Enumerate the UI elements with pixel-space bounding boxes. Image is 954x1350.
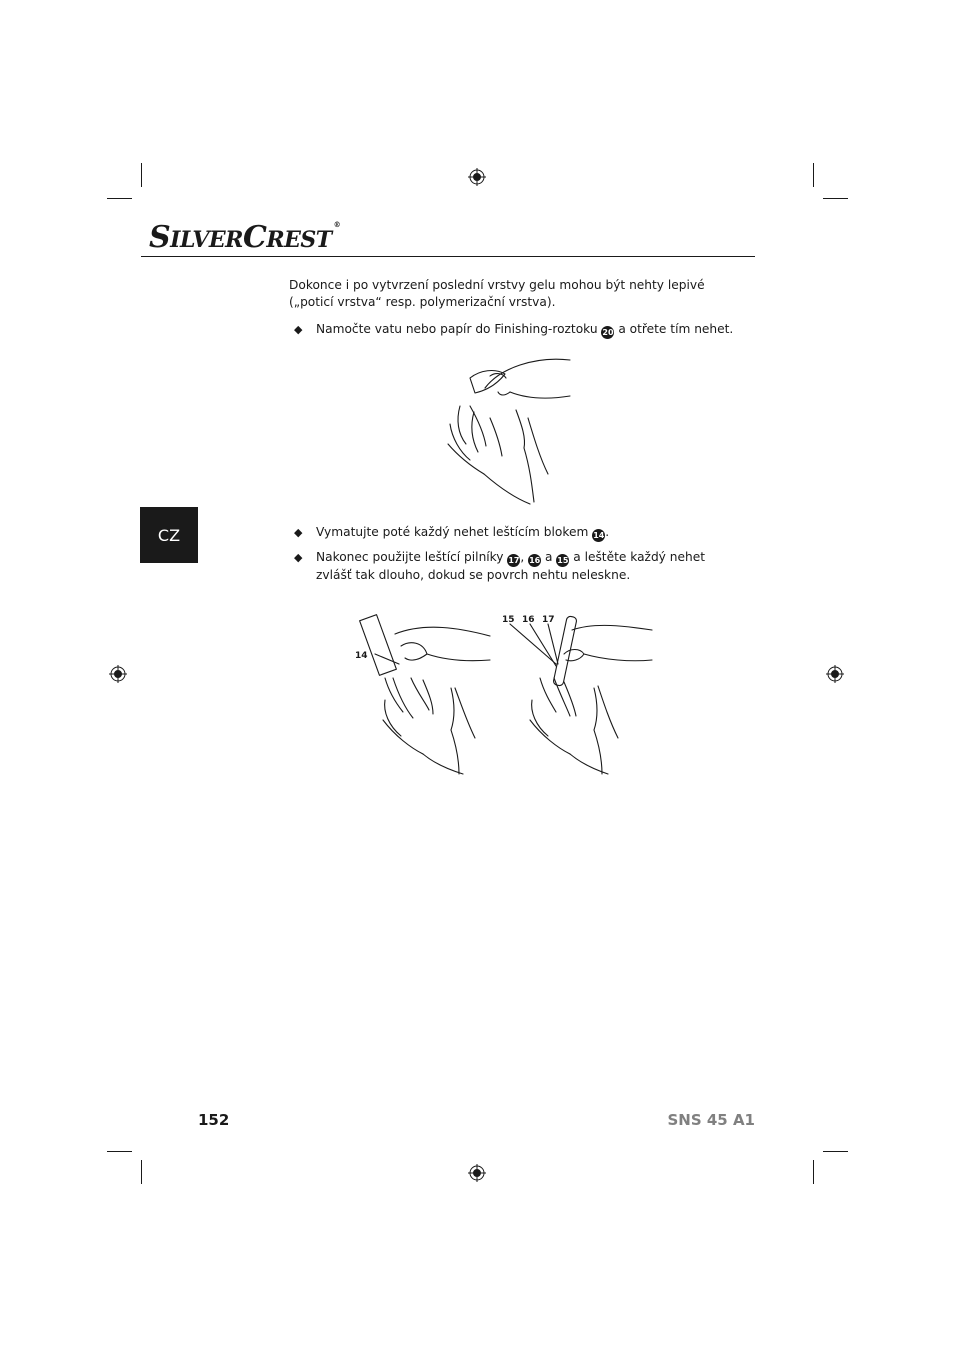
illustration-wiping-nail [440,348,580,508]
part-label: 17 [542,615,555,625]
part-number-badge: 14 [593,531,605,540]
crop-mark [141,1160,142,1184]
diamond-bullet-icon: ◆ [294,323,303,336]
text-run: , [520,550,525,564]
part-number-badge: 17 [508,556,520,565]
text-run: a [545,550,553,564]
diamond-bullet-icon: ◆ [294,526,303,539]
brand-logo [149,220,340,255]
crop-mark [107,1151,132,1152]
illustration-polishing-block [355,608,495,778]
language-tab: CZ [140,507,198,563]
bullet-text [316,549,740,584]
bullet-text [316,524,740,542]
crop-mark [823,1151,848,1152]
registration-mark-icon [109,665,127,683]
diamond-bullet-icon: ◆ [294,551,303,564]
text-run: a leštěte každý nehet zvlášť tak dlouho, dokud se povrch nehtu neleskne. [316,550,705,582]
registered-mark: ® [333,220,341,229]
logo-letter: S [149,220,171,255]
crop-mark [813,1160,814,1184]
registration-mark-icon [468,1164,486,1182]
logo-letter: C [242,220,267,255]
text-run: Vymatujte poté každý nehet leštícím blokem [316,525,589,539]
logo-text: REST [266,227,332,253]
registration-mark-icon [468,168,486,186]
crop-mark [813,163,814,187]
part-number-badge: 20 [602,328,614,337]
part-label: 14 [355,651,368,661]
crop-mark [823,198,848,199]
text-run: a otřete tím nehet. [618,322,734,336]
part-number-badge: 15 [557,556,569,565]
part-number-badge: 16 [529,556,541,565]
bullet-item [294,549,740,584]
header-rule [141,256,755,257]
logo-text: ILVER [170,227,243,253]
text-run: Namočte vatu nebo papír do Finishing-roztoku [316,322,598,336]
bullet-item [294,524,740,542]
intro-paragraph: Dokonce i po vytvrzení poslední vrstvy gelu mohou být nehty lepivé („poticí vrstva“ resp. polymerizační vrstva). [289,278,705,309]
page-number: 152 [198,1111,230,1129]
part-label: 15 [502,615,515,625]
text-run: Nakonec použijte leštící pilníky [316,550,504,564]
illustration-nail-files [500,608,660,778]
crop-mark [141,163,142,187]
bullet-text [316,321,740,339]
model-number: SNS 45 A1 [667,1111,755,1129]
registration-mark-icon [826,665,844,683]
bullet-item [294,321,740,339]
part-label: 16 [522,615,535,625]
crop-mark [107,198,132,199]
text-run: . [605,525,610,539]
